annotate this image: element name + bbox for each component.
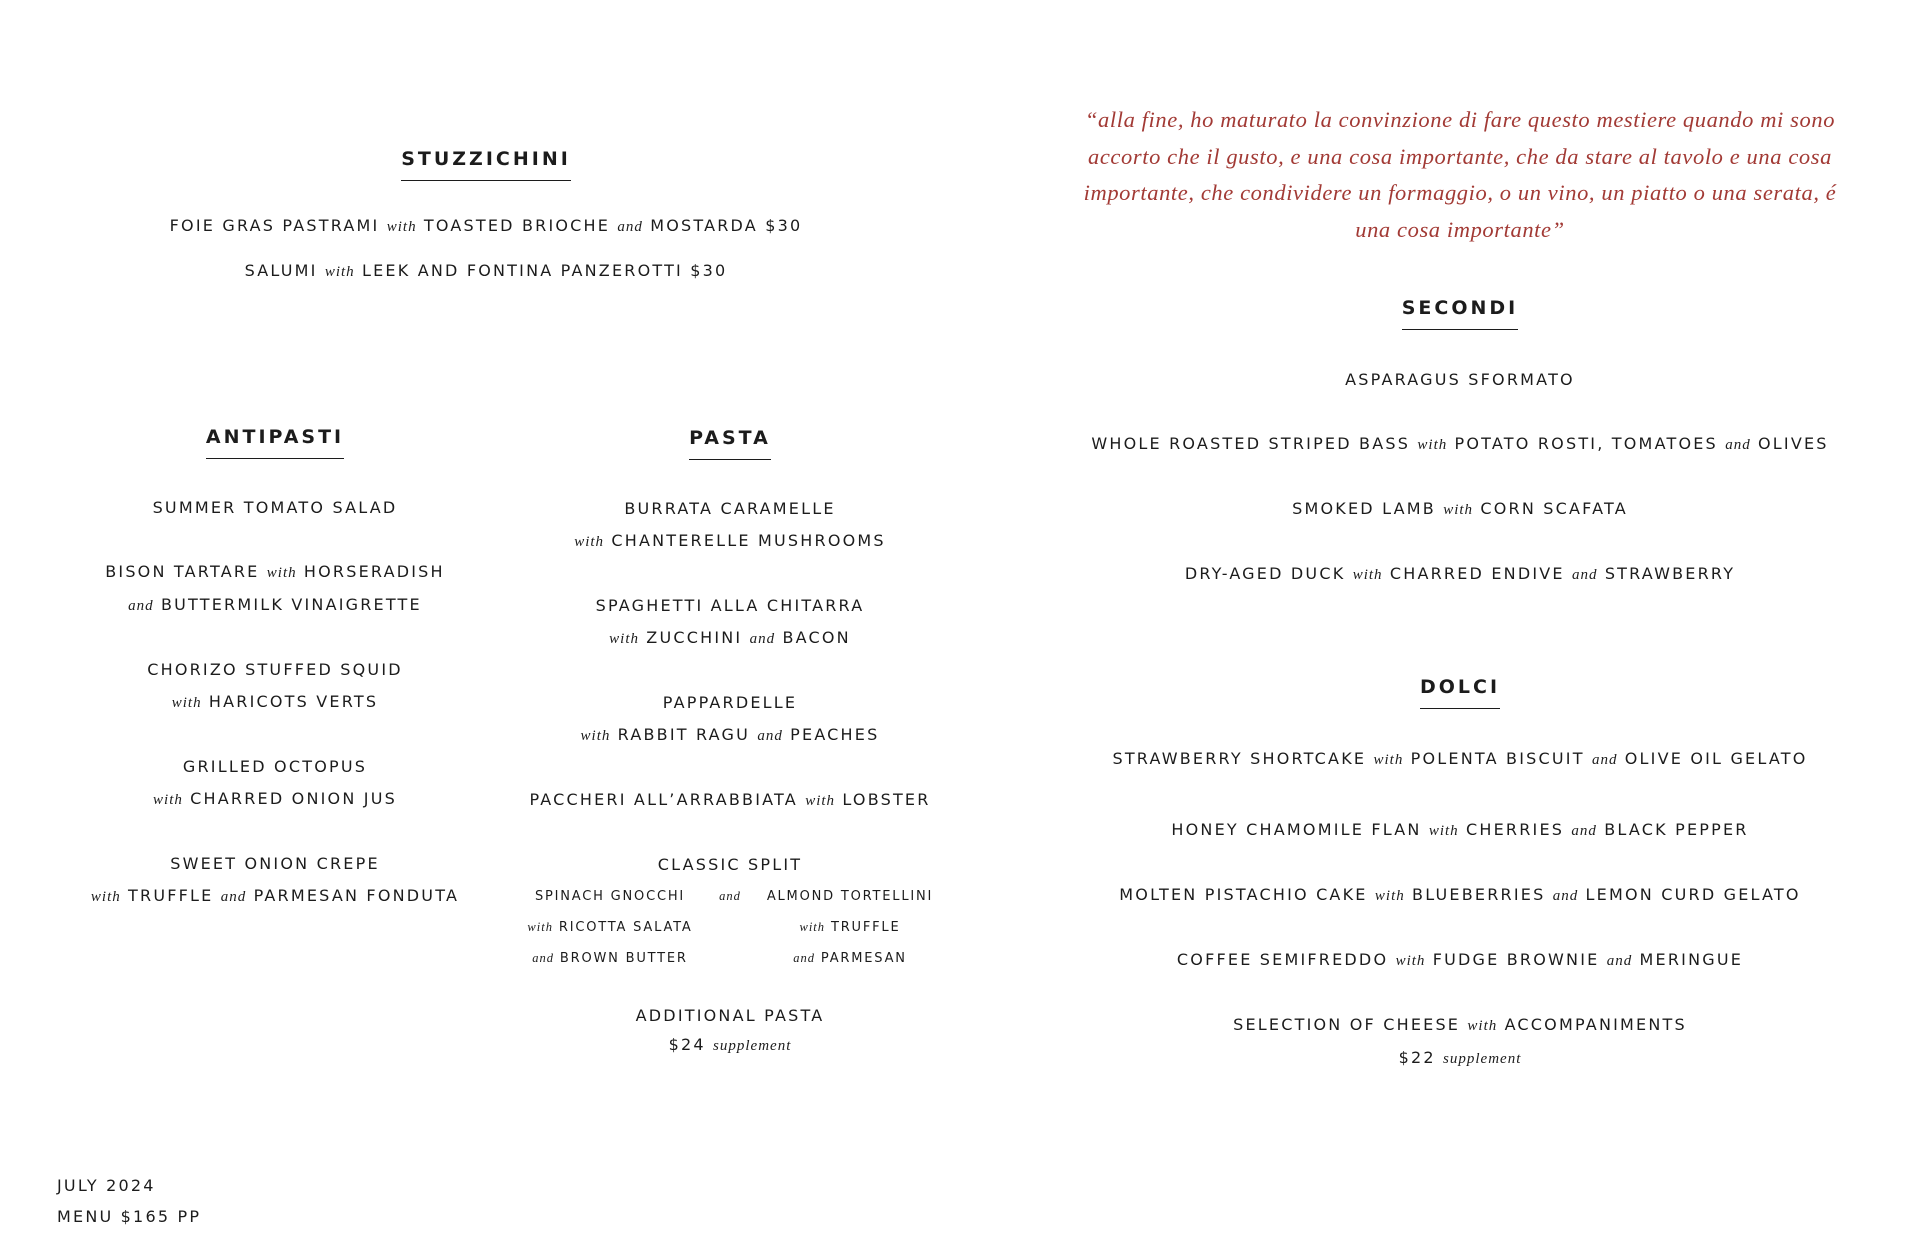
menu-price: MENU $165 PP [57,1207,202,1226]
menu-date: JULY 2024 [57,1176,156,1195]
menu-item: HONEY CHAMOMILE FLAN with CHERRIES and BLACK PEPPER [1171,820,1749,839]
pasta-title: PASTA [689,427,771,460]
stuzzichini-title: STUZZICHINI [401,148,571,181]
additional-pasta: ADDITIONAL PASTA $24 supplement [635,1006,825,1054]
menu-item: PACCHERI ALL’ARRABBIATA with LOBSTER [529,790,931,809]
menu-item: BISON TARTARE with HORSERADISH and BUTTERMILK VINAIGRETTE [105,562,445,614]
menu-item: PAPPARDELLE with RABBIT RAGU and PEACHES [580,693,880,744]
classic-split-title: CLASSIC SPLIT [657,855,803,874]
menu-item: GRILLED OCTOPUS with CHARRED ONION JUS [153,757,397,808]
stuzzichini-section [136,148,836,288]
split-right: ALMOND TORTELLINI with TRUFFLE and PARMESAN [766,889,934,966]
split-connector: and [719,889,741,903]
menu-item: SMOKED LAMB with CORN SCAFATA [1292,499,1628,518]
menu-item: DRY-AGED DUCK with CHARRED ENDIVE and STRAWBERRY [1184,564,1736,583]
menu-item: SALUMI with LEEK AND FONTINA PANZEROTTI $30 [244,261,728,280]
secondi-title: SECONDI [1402,297,1519,330]
menu-item: CHORIZO STUFFED SQUID with HARICOTS VERTS [147,660,403,711]
secondi-section [1060,297,1860,591]
menu-item: ASPARAGUS SFORMATO [1345,370,1575,389]
menu-item: SWEET ONION CREPE with TRUFFLE and PARMESAN FONDUTA [90,854,460,905]
menu-item: FOIE GRAS PASTRAMI with TOASTED BRIOCHE and MOSTARDA $30 [169,216,803,235]
dolci-title: DOLCI [1420,676,1500,709]
menu-item: SUMMER TOMATO SALAD [152,498,398,517]
split-left: SPINACH GNOCCHI with RICOTTA SALATA and BROWN BUTTER [527,889,693,966]
menu-item: BURRATA CARAMELLE with CHANTERELLE MUSHROOMS [574,499,886,550]
menu-item: SELECTION OF CHEESE with ACCOMPANIMENTS $22 supplement [1233,1015,1687,1067]
menu-item: MOLTEN PISTACHIO CAKE with BLUEBERRIES and LEMON CURD GELATO [1119,885,1801,904]
menu-item: STRAWBERRY SHORTCAKE with POLENTA BISCUIT and OLIVE OIL GELATO [1112,749,1808,768]
classic-split [520,881,940,974]
antipasti-title: ANTIPASTI [206,426,344,459]
menu-item: SPAGHETTI ALLA CHITARRA with ZUCCHINI and BACON [595,596,865,647]
menu-item: WHOLE ROASTED STRIPED BASS with POTATO ROSTI, TOMATOES and OLIVES [1091,434,1829,453]
pasta-section [520,427,940,1061]
dolci-section [1060,676,1860,1075]
chef-quote: “alla fine, ho maturato la convinzione di fare questo mestiere quando mi sono accorto che il gusto, e una cosa importante, che da stare al tavolo e una cosa importante, che condividere un formaggio, o un vino, un piatto o una serata, é una cosa importante” [1083,107,1837,242]
antipasti-section [75,426,475,913]
menu-item: COFFEE SEMIFREDDO with FUDGE BROWNIE and MERINGUE [1176,950,1744,969]
